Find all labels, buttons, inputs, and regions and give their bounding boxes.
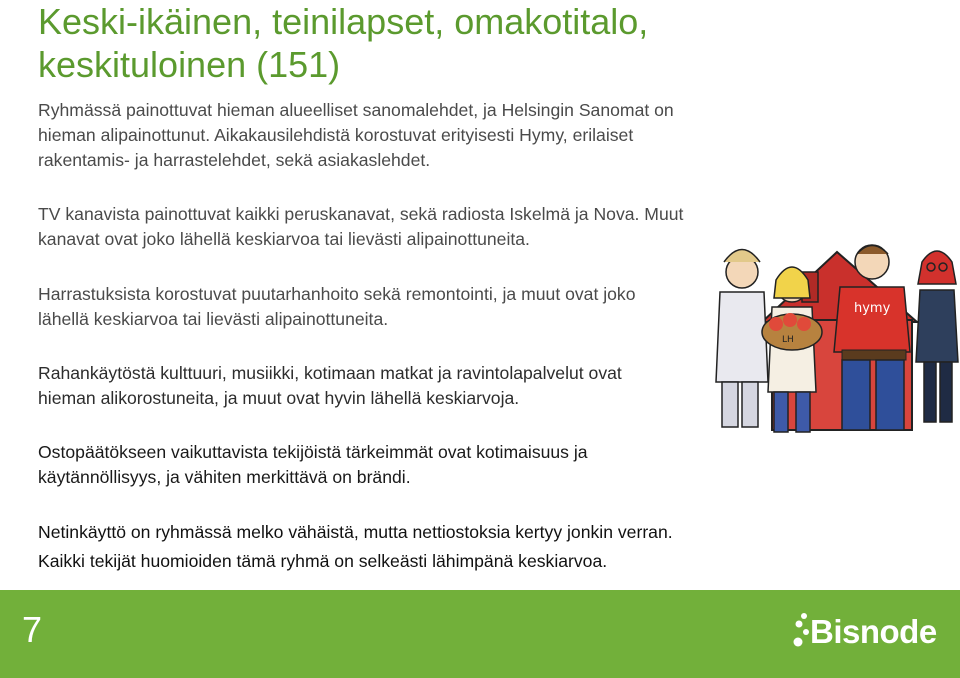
paragraph-line: rakentamis- ja harrastelehdet, sekä asiakaslehdet. <box>38 150 431 170</box>
family-illustration <box>712 232 960 447</box>
paragraph-line: Kaikki tekijät huomioiden tämä ryhmä on selkeästi lähimpänä keskiarvoa. <box>38 551 608 571</box>
paragraph-line: lähellä keskiarvoa tai lievästi alipainottuneita. <box>38 309 389 329</box>
basket-label: LH <box>782 335 794 345</box>
paragraph-line: hieman alipainottunut. Aikakausilehdistä korostuvat erityisesti Hymy, erilaiset <box>38 125 634 145</box>
paragraph-summary <box>38 549 607 574</box>
paragraph-line: Netinkäyttö on ryhmässä melko vähäistä, mutta nettiostoksia kertyy jonkin verran. <box>38 522 673 542</box>
paragraph-internet <box>38 520 673 545</box>
page-number: 7 <box>22 609 43 650</box>
footer-bar <box>0 590 960 678</box>
bisnode-logo <box>790 608 940 658</box>
paragraph-line: Rahankäytöstä kulttuuri, musiikki, kotimaan matkat ja ravintolapalvelut ovat <box>38 363 622 383</box>
paragraph-line: Harrastuksista korostuvat puutarhanhoito sekä remontointi, ja muut ovat joko <box>38 284 636 304</box>
slide-title <box>38 0 838 86</box>
logo-wordmark: Bisnode <box>810 613 937 650</box>
teen-figure <box>716 250 768 428</box>
slide-title-line-1: Keski-ikäinen, teinilapset, omakotitalo, <box>38 1 649 42</box>
paragraph-line: TV kanavista painottuvat kaikki peruskanavat, sekä radiosta Iskelmä ja Nova. Muut <box>38 204 684 224</box>
logo-dots-icon <box>790 608 812 658</box>
slide-title-line-2: keskituloinen (151) <box>38 44 341 85</box>
paragraph-hobbies <box>38 282 636 332</box>
paragraph-line: käytännöllisyys, ja vähiten merkittävä on brändi. <box>38 467 411 487</box>
shirt-label: hymy <box>854 301 891 316</box>
paragraph-spending <box>38 361 622 411</box>
paragraph-line: hieman alikorostuneita, ja muut ovat hyvin lähellä keskiarvoja. <box>38 388 520 408</box>
paragraph-media <box>38 98 674 173</box>
paragraph-line: kanavat ovat joko lähellä keskiarvoa tai lievästi alipainottuneita. <box>38 229 530 249</box>
girl-figure <box>916 251 958 422</box>
paragraph-purchase-factors <box>38 440 588 490</box>
paragraph-tv-radio <box>38 202 683 252</box>
paragraph-line: Ryhmässä painottuvat hieman alueelliset sanomalehdet, ja Helsingin Sanomat on <box>38 100 674 120</box>
paragraph-line: Ostopäätökseen vaikuttavista tekijöistä tärkeimmät ovat kotimaisuus ja <box>38 442 588 462</box>
